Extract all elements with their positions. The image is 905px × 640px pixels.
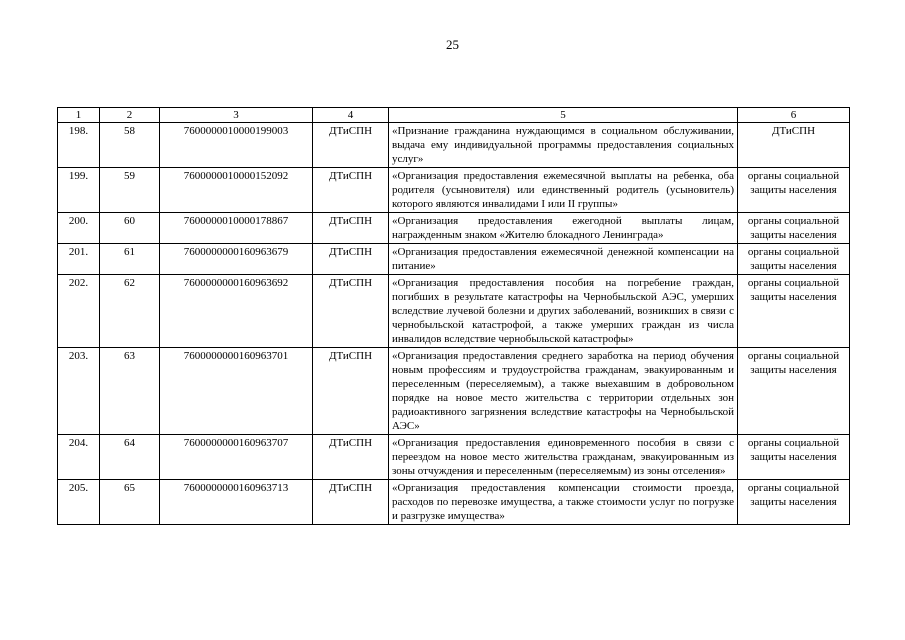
service-code-cell: 7600000000160963707 [160, 435, 313, 480]
row-number-cell: 203. [58, 348, 100, 435]
page-number: 25 [446, 37, 459, 52]
service-code-cell: 7600000000160963701 [160, 348, 313, 435]
sub-number-cell: 64 [100, 435, 160, 480]
responsible-org-cell: органы социальной защиты населения [738, 168, 850, 213]
responsible-org-cell: органы социальной защиты населения [738, 348, 850, 435]
service-code-cell: 7600000010000178867 [160, 213, 313, 244]
service-code-cell: 7600000010000199003 [160, 123, 313, 168]
row-number-cell: 204. [58, 435, 100, 480]
sub-number-cell: 59 [100, 168, 160, 213]
row-number-cell: 205. [58, 480, 100, 525]
department-cell: ДТиСПН [313, 435, 389, 480]
responsible-org-cell: органы социальной защиты населения [738, 480, 850, 525]
responsible-org-cell: органы социальной защиты населения [738, 435, 850, 480]
sub-number-cell: 61 [100, 244, 160, 275]
table-row [58, 435, 850, 480]
row-number-cell: 200. [58, 213, 100, 244]
service-description-cell: «Организация предоставления пособия на погребение граждан, погибших в результате катастрофы на Чернобыльской АЭС, умерших вследствие лучевой болезни и других заболеваний, возникших в связи с чернобыльской катастрофой, а также умерших граждан из числа инвалидов вследствие чернобыльской катастрофы» [389, 275, 738, 348]
responsible-org-cell: ДТиСПН [738, 123, 850, 168]
table-row [58, 348, 850, 435]
sub-number-cell: 60 [100, 213, 160, 244]
service-description-cell: «Признание гражданина нуждающимся в социальном обслуживании, выдача ему индивидуальной программы предоставления социальных услуг» [389, 123, 738, 168]
table-row [58, 275, 850, 348]
service-description-cell: «Организация предоставления единовременного пособия в связи с переездом на новое место жительства гражданам, эвакуированным из зоны отчуждения и переселенным (переселяемым) из зоны отселения» [389, 435, 738, 480]
service-code-cell: 7600000000160963713 [160, 480, 313, 525]
column-header: 3 [160, 108, 313, 123]
column-header: 4 [313, 108, 389, 123]
services-registry-table [57, 107, 850, 525]
service-description-cell: «Организация предоставления среднего заработка на период обучения новым профессиям и трудоустройства гражданам, эвакуированным и переселенным (переселяемым), а также выехавшим в добровольном порядке на новое место жительства с территории отдельных зон радиоактивного загрязнения вследствие катастрофы на Чернобыльской АЭС» [389, 348, 738, 435]
sub-number-cell: 65 [100, 480, 160, 525]
department-cell: ДТиСПН [313, 123, 389, 168]
responsible-org-cell: органы социальной защиты населения [738, 244, 850, 275]
row-number-cell: 198. [58, 123, 100, 168]
sub-number-cell: 63 [100, 348, 160, 435]
service-code-cell: 7600000000160963692 [160, 275, 313, 348]
department-cell: ДТиСПН [313, 213, 389, 244]
service-code-cell: 7600000010000152092 [160, 168, 313, 213]
department-cell: ДТиСПН [313, 168, 389, 213]
column-header: 2 [100, 108, 160, 123]
column-header: 6 [738, 108, 850, 123]
column-header: 5 [389, 108, 738, 123]
table-body [58, 108, 850, 525]
service-code-cell: 7600000000160963679 [160, 244, 313, 275]
responsible-org-cell: органы социальной защиты населения [738, 213, 850, 244]
sub-number-cell: 58 [100, 123, 160, 168]
table-row [58, 213, 850, 244]
service-description-cell: «Организация предоставления ежемесячной денежной компенсации на питание» [389, 244, 738, 275]
service-description-cell: «Организация предоставления ежемесячной выплаты на ребенка, оба родителя (усыновителя) или единственный родитель (усыновитель) которого являются инвалидами I или II группы» [389, 168, 738, 213]
table-row [58, 168, 850, 213]
service-description-cell: «Организация предоставления ежегодной выплаты лицам, награжденным знаком «Жителю блокадного Ленинграда» [389, 213, 738, 244]
header-row [58, 108, 850, 123]
table-row [58, 244, 850, 275]
sub-number-cell: 62 [100, 275, 160, 348]
department-cell: ДТиСПН [313, 348, 389, 435]
responsible-org-cell: органы социальной защиты населения [738, 275, 850, 348]
column-header: 1 [58, 108, 100, 123]
row-number-cell: 199. [58, 168, 100, 213]
table-row [58, 480, 850, 525]
department-cell: ДТиСПН [313, 275, 389, 348]
row-number-cell: 201. [58, 244, 100, 275]
service-description-cell: «Организация предоставления компенсации стоимости проезда, расходов по перевозке имущества, а также стоимости услуг по погрузке и разгрузке имущества» [389, 480, 738, 525]
table-row [58, 123, 850, 168]
department-cell: ДТиСПН [313, 244, 389, 275]
department-cell: ДТиСПН [313, 480, 389, 525]
row-number-cell: 202. [58, 275, 100, 348]
